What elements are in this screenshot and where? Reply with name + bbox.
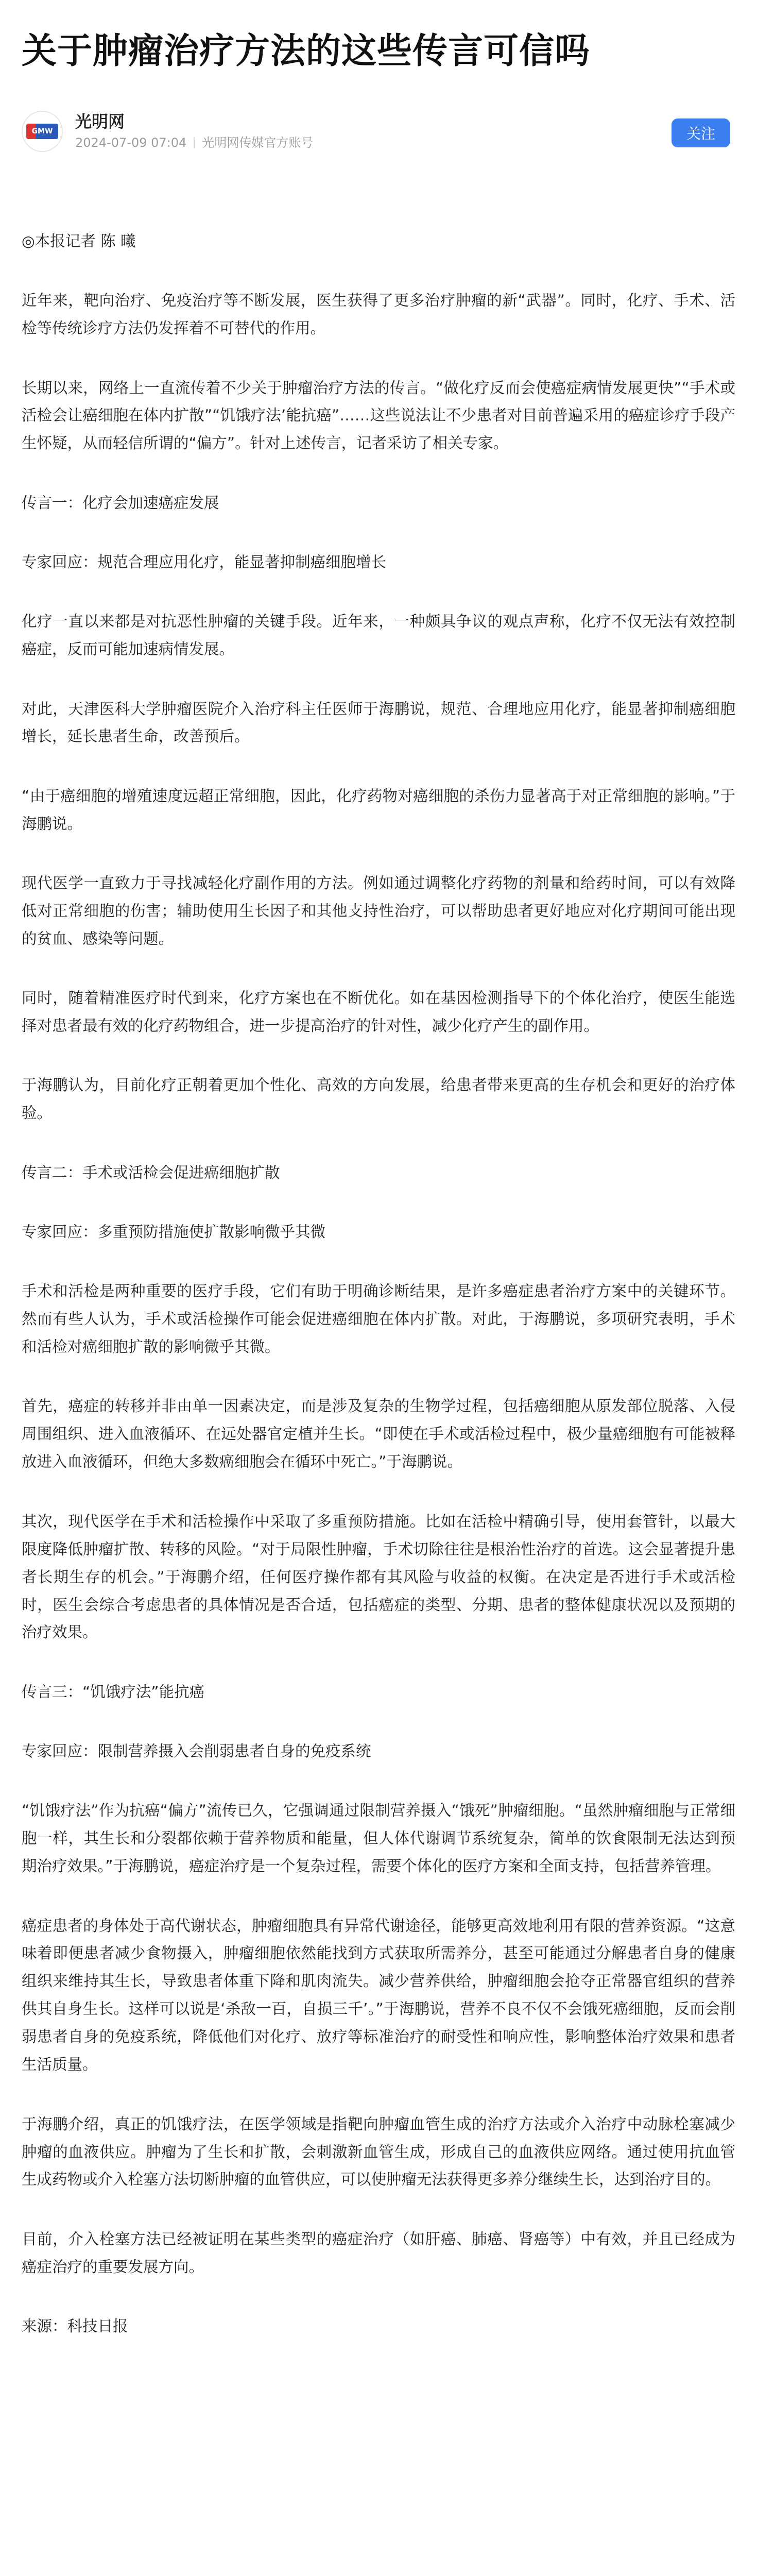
paragraph: 手术和活检是两种重要的医疗手段，它们有助于明确诊断结果，是许多癌症患者治疗方案中的关键环节。然而有些人认为，手术或活检操作可能会促进癌细胞在体内扩散。对此，于海鹏说，多项研究表明，手术和活检对癌细胞扩散的影响微乎其微。 (22, 1282, 735, 1356)
paragraph: 长期以来，网络上一直流传着不少关于肿瘤治疗方法的传言。“做化疗反而会使癌症病情发展更快”“手术或活检会让癌细胞在体内扩散”“饥饿疗法’能抗癌”……这些说法让不少患者对目前普遍采用的癌症诊疗手段产生怀疑，从而轻信所谓的“偏方”。针对上述传言，记者采访了相关专家。 (22, 379, 735, 452)
author-subline (75, 133, 313, 152)
follow-button[interactable]: 关注 (672, 118, 730, 147)
expert-response: 专家回应：限制营养摄入会削弱患者自身的免疫系统 (22, 1742, 371, 1760)
paragraph: “饥饿疗法”作为抗癌“偏方”流传已久，它强调通过限制营养摄入“饿死”肿瘤细胞。“虽然肿瘤细胞与正常细胞一样，其生长和分裂都依赖于营养物质和能量，但人体代谢调节系统复杂，简单的饮食限制无法达到预期治疗效果。”于海鹏说，癌症治疗是一个复杂过程，需要个体化的医疗方案和全面支持，包括营养管理。 (22, 1802, 735, 1875)
author-row (22, 103, 735, 160)
byline: ◎本报记者 陈 曦 (22, 232, 136, 250)
paragraph: 其次，现代医学在手术和活检操作中采取了多重预防措施。比如在活检中精确引导，使用套管针，以最大限度降低肿瘤扩散、转移的风险。“对于局限性肿瘤，手术切除往往是根治性治疗的首选。这会显著提升患者长期生存的机会。”于海鹏介绍，任何医疗操作都有其风险与收益的权衡。在决定是否进行手术或活检时，医生会综合考虑患者的具体情况是否合适，包括癌症的类型、分期、患者的整体健康状况以及预期的治疗效果。 (22, 1512, 735, 1641)
divider (194, 137, 195, 148)
paragraph: 近年来，靶向治疗、免疫治疗等不断发展，医生获得了更多治疗肿瘤的新“武器”。同时，化疗、手术、活检等传统诊疗方法仍发挥着不可替代的作用。 (22, 292, 735, 337)
section-heading: 传言一：化疗会加速癌症发展 (22, 494, 219, 512)
paragraph: “由于癌细胞的增殖速度远超正常细胞，因此，化疗药物对癌细胞的杀伤力显著高于对正常细胞的影响。”于海鹏说。 (22, 787, 735, 833)
paragraph: 首先，癌症的转移并非由单一因素决定，而是涉及复杂的生物学过程，包括癌细胞从原发部位脱落、入侵周围组织、进入血液循环、在远处器官定植并生长。“即使在手术或活检过程中，极少量癌细胞有可能被释放进入血液循环，但绝大多数癌细胞会在循环中死亡。”于海鹏说。 (22, 1397, 735, 1471)
paragraph: 同时，随着精准医疗时代到来，化疗方案也在不断优化。如在基因检测指导下的个体化治疗，使医生能选择对患者最有效的化疗药物组合，进一步提高治疗的针对性，减少化疗产生的副作用。 (22, 989, 735, 1035)
source-line: 来源：科技日报 (22, 2317, 128, 2335)
author-meta (75, 110, 313, 152)
section-heading: 传言二：手术或活检会促进癌细胞扩散 (22, 1163, 280, 1181)
section-heading: 传言三：“饥饿疗法”能抗癌 (22, 1683, 205, 1701)
author-name[interactable]: 光明网 (75, 112, 125, 131)
paragraph: 癌症患者的身体处于高代谢状态，肿瘤细胞具有异常代谢途径，能够更高效地利用有限的营养资源。“这意味着即便患者减少食物摄入，肿瘤细胞依然能找到方式获取所需养分，甚至可能通过分解患者自身的健康组织来维持其生长，导致患者体重下降和肌肉流失。减少营养供给，肿瘤细胞会抢夺正常器官组织的营养供其自身生长。这样可以说是‘杀敌一百，自损三千’。”于海鹏说，营养不良不仅不会饿死癌细胞，反而会削弱患者自身的免疫系统，降低他们对化疗、放疗等标准治疗的耐受性和响应性，影响整体治疗效果和患者生活质量。 (22, 1917, 735, 2074)
expert-response: 专家回应：规范合理应用化疗，能显著抑制癌细胞增长 (22, 553, 387, 571)
paragraph: 目前，介入栓塞方法已经被证明在某些类型的癌症治疗（如肝癌、肺癌、肾癌等）中有效，并且已经成为癌症治疗的重要发展方向。 (22, 2230, 735, 2276)
expert-response: 专家回应：多重预防措施使扩散影响微乎其微 (22, 1223, 326, 1241)
paragraph: 对此，天津医科大学肿瘤医院介入治疗科主任医师于海鹏说，规范、合理地应用化疗，能显著抑制癌细胞增长，延长患者生命，改善预后。 (22, 700, 735, 745)
gmw-logo-icon: GMW (26, 124, 58, 139)
publish-datetime: 2024-07-09 07:04 (75, 135, 187, 150)
author-avatar[interactable] (22, 111, 63, 152)
article-title: 关于肿瘤治疗方法的这些传言可信吗 (22, 31, 591, 72)
paragraph: 于海鹏认为，目前化疗正朝着更加个性化、高效的方向发展，给患者带来更高的生存机会和更好的治疗体验。 (22, 1076, 735, 1122)
paragraph: 现代医学一直致力于寻找减轻化疗副作用的方法。例如通过调整化疗药物的剂量和给药时间，可以有效降低对正常细胞的伤害；辅助使用生长因子和其他支持性治疗，可以帮助患者更好地应对化疗期间可能出现的贫血、感染等问题。 (22, 874, 735, 947)
author-description: 光明网传媒官方账号 (202, 135, 314, 150)
paragraph: 化疗一直以来都是对抗恶性肿瘤的关键手段。近年来，一种颇具争议的观点声称，化疗不仅无法有效控制癌症，反而可能加速病情发展。 (22, 613, 735, 658)
paragraph: 于海鹏介绍，真正的饥饿疗法，在医学领域是指靶向肿瘤血管生成的治疗方法或介入治疗中动脉栓塞减少肿瘤的血液供应。肿瘤为了生长和扩散，会刺激新血管生成，形成自己的血液供应网络。通过使用抗血管生成药物或介入栓塞方法切断肿瘤的血管供应，可以使肿瘤无法获得更多养分继续生长，达到治疗目的。 (22, 2115, 735, 2189)
